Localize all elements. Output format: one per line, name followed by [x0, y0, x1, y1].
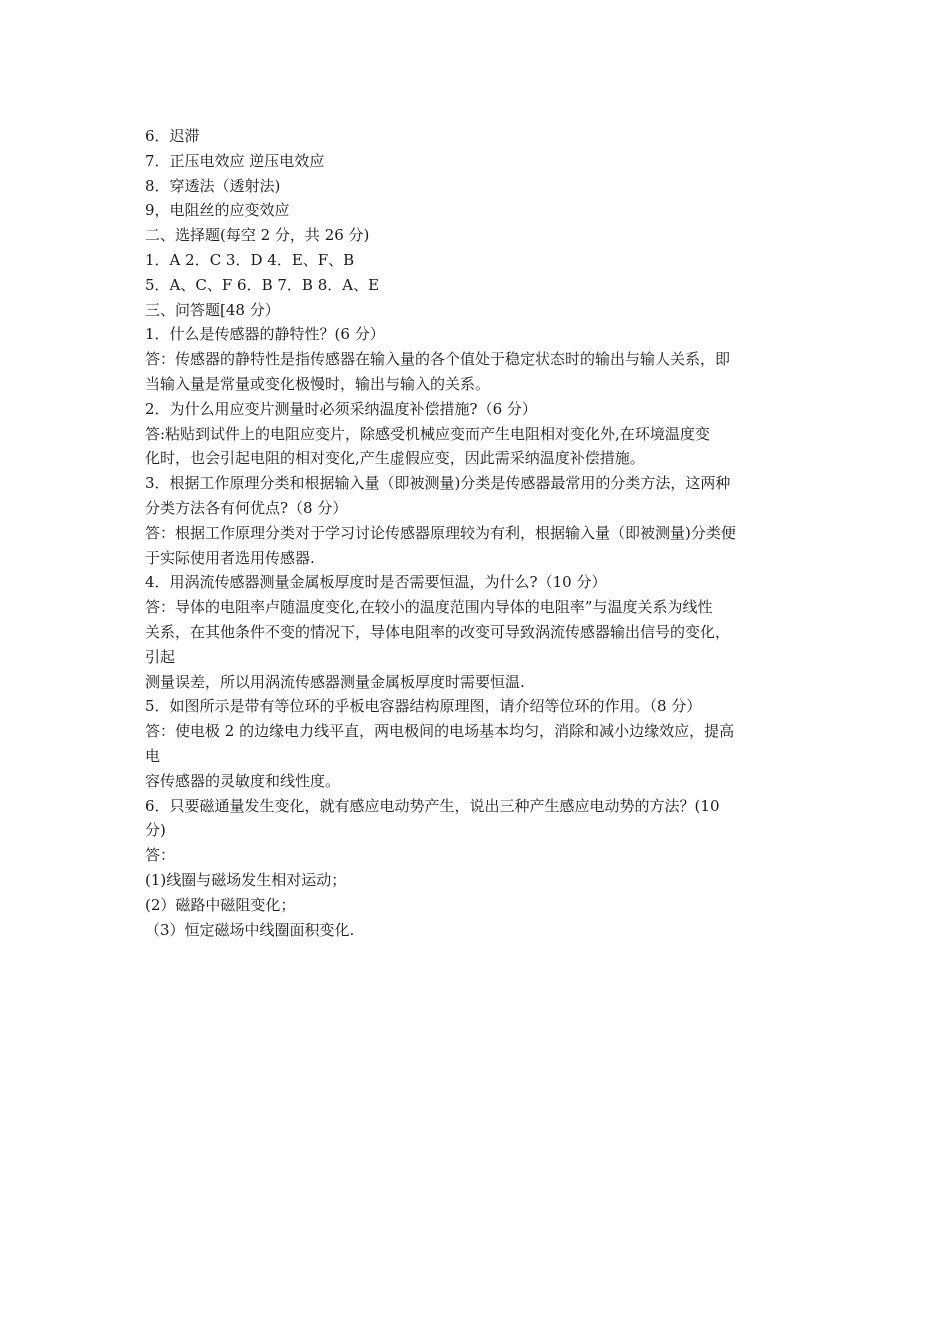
answer-1-line: 答：传感器的静特性是指传感器在输入量的各个值处于稳定状态时的输出与输人关系，即 — [145, 350, 731, 369]
choice-answers-1-4: 1．A 2．C 3．D 4．E、F、B — [145, 250, 355, 269]
question-2: 2．为什么用应变片测量时必须采纳温度补偿措施?（6 分） — [145, 399, 537, 418]
section-heading-qa: 三、问答题[48 分） — [145, 300, 280, 319]
question-1: 1．什么是传感器的静特性？(6 分） — [145, 325, 385, 344]
answer-4-line: 答：导体的电阻率卢随温度变化,在较小的温度范围内导体的电阻率”与温度关系为线性 — [145, 598, 713, 617]
answer-2-line: 化时，也会引起电阻的相对变化,产生虚假应变，因此需采纳温度补偿措施。 — [145, 449, 645, 468]
question-3-line: 3．根据工作原理分类和根据输入量（即被测量)分类是传感器最常用的分类方法，这两种 — [145, 474, 731, 493]
answer-4-line: 测量误差，所以用涡流传感器测量金属板厚度时需要恒温. — [145, 672, 525, 691]
question-5: 5．如图所示是带有等位环的乎板电容器结构原理图，请介绍等位环的作用。（8 分） — [145, 697, 702, 716]
answer-2-line: 答:粘贴到试件上的电阻应变片，除感受机械应变而产生电阻相对变化外,在环境温度变 — [145, 424, 710, 443]
question-6-line: 6．只要磁通量发生变化，就有感应电动势产生，说出三种产生感应电动势的方法？(10 — [145, 796, 720, 815]
answer-4-line: 关系，在其他条件不变的情况下，导体电阻率的改变可导致涡流传感器输出信号的变化， — [145, 622, 731, 641]
answer-3-line: 答：根据工作原理分类对于学习讨论传感器原理较为有利，根据输入量（即被测量)分类便 — [145, 523, 736, 542]
question-6-line: 分) — [145, 821, 166, 840]
section-heading-choice: 二、选择题(每空 2 分，共 26 分) — [145, 226, 370, 245]
answer-line-6: 6．迟滞 — [145, 127, 200, 145]
document-body — [145, 124, 817, 942]
question-3-line: 分类方法各有何优点?（8 分） — [145, 498, 348, 517]
answer-line-9: 9，电阻丝的应变效应 — [145, 201, 290, 220]
answer-6-item-1: (1)线圈与磁场发生相对运动； — [145, 870, 347, 889]
answer-6-item-2: (2）磁路中磁阻变化； — [145, 895, 296, 914]
answer-5-line: 容传感器的灵敏度和线性度。 — [145, 771, 341, 790]
answer-6-item-3: （3）恒定磁场中线圈面积变化. — [145, 920, 355, 939]
answer-3-line: 于实际使用者选用传感器. — [145, 548, 315, 567]
answer-4-line: 引起 — [145, 647, 176, 666]
answer-1-line: 当输入量是常量或变化极慢时，输出与输入的关系。 — [145, 374, 491, 393]
choice-answers-5-8: 5．A、C、F 6．B 7．B 8．A、E — [145, 275, 380, 294]
answer-line-8: 8．穿透法（透射法) — [145, 176, 281, 195]
answer-5-line: 电 — [145, 746, 161, 765]
answer-5-line: 答：使电极 2 的边缘电力线平直，两电极间的电场基本均匀，消除和减小边缘效应，提高 — [145, 722, 735, 741]
question-4: 4．用涡流传感器测量金属板厚度时是否需要恒温，为什么?（10 分） — [145, 573, 607, 592]
answer-line-7: 7．正压电效应 逆压电效应 — [145, 151, 325, 170]
answer-6-label: 答： — [145, 846, 176, 865]
